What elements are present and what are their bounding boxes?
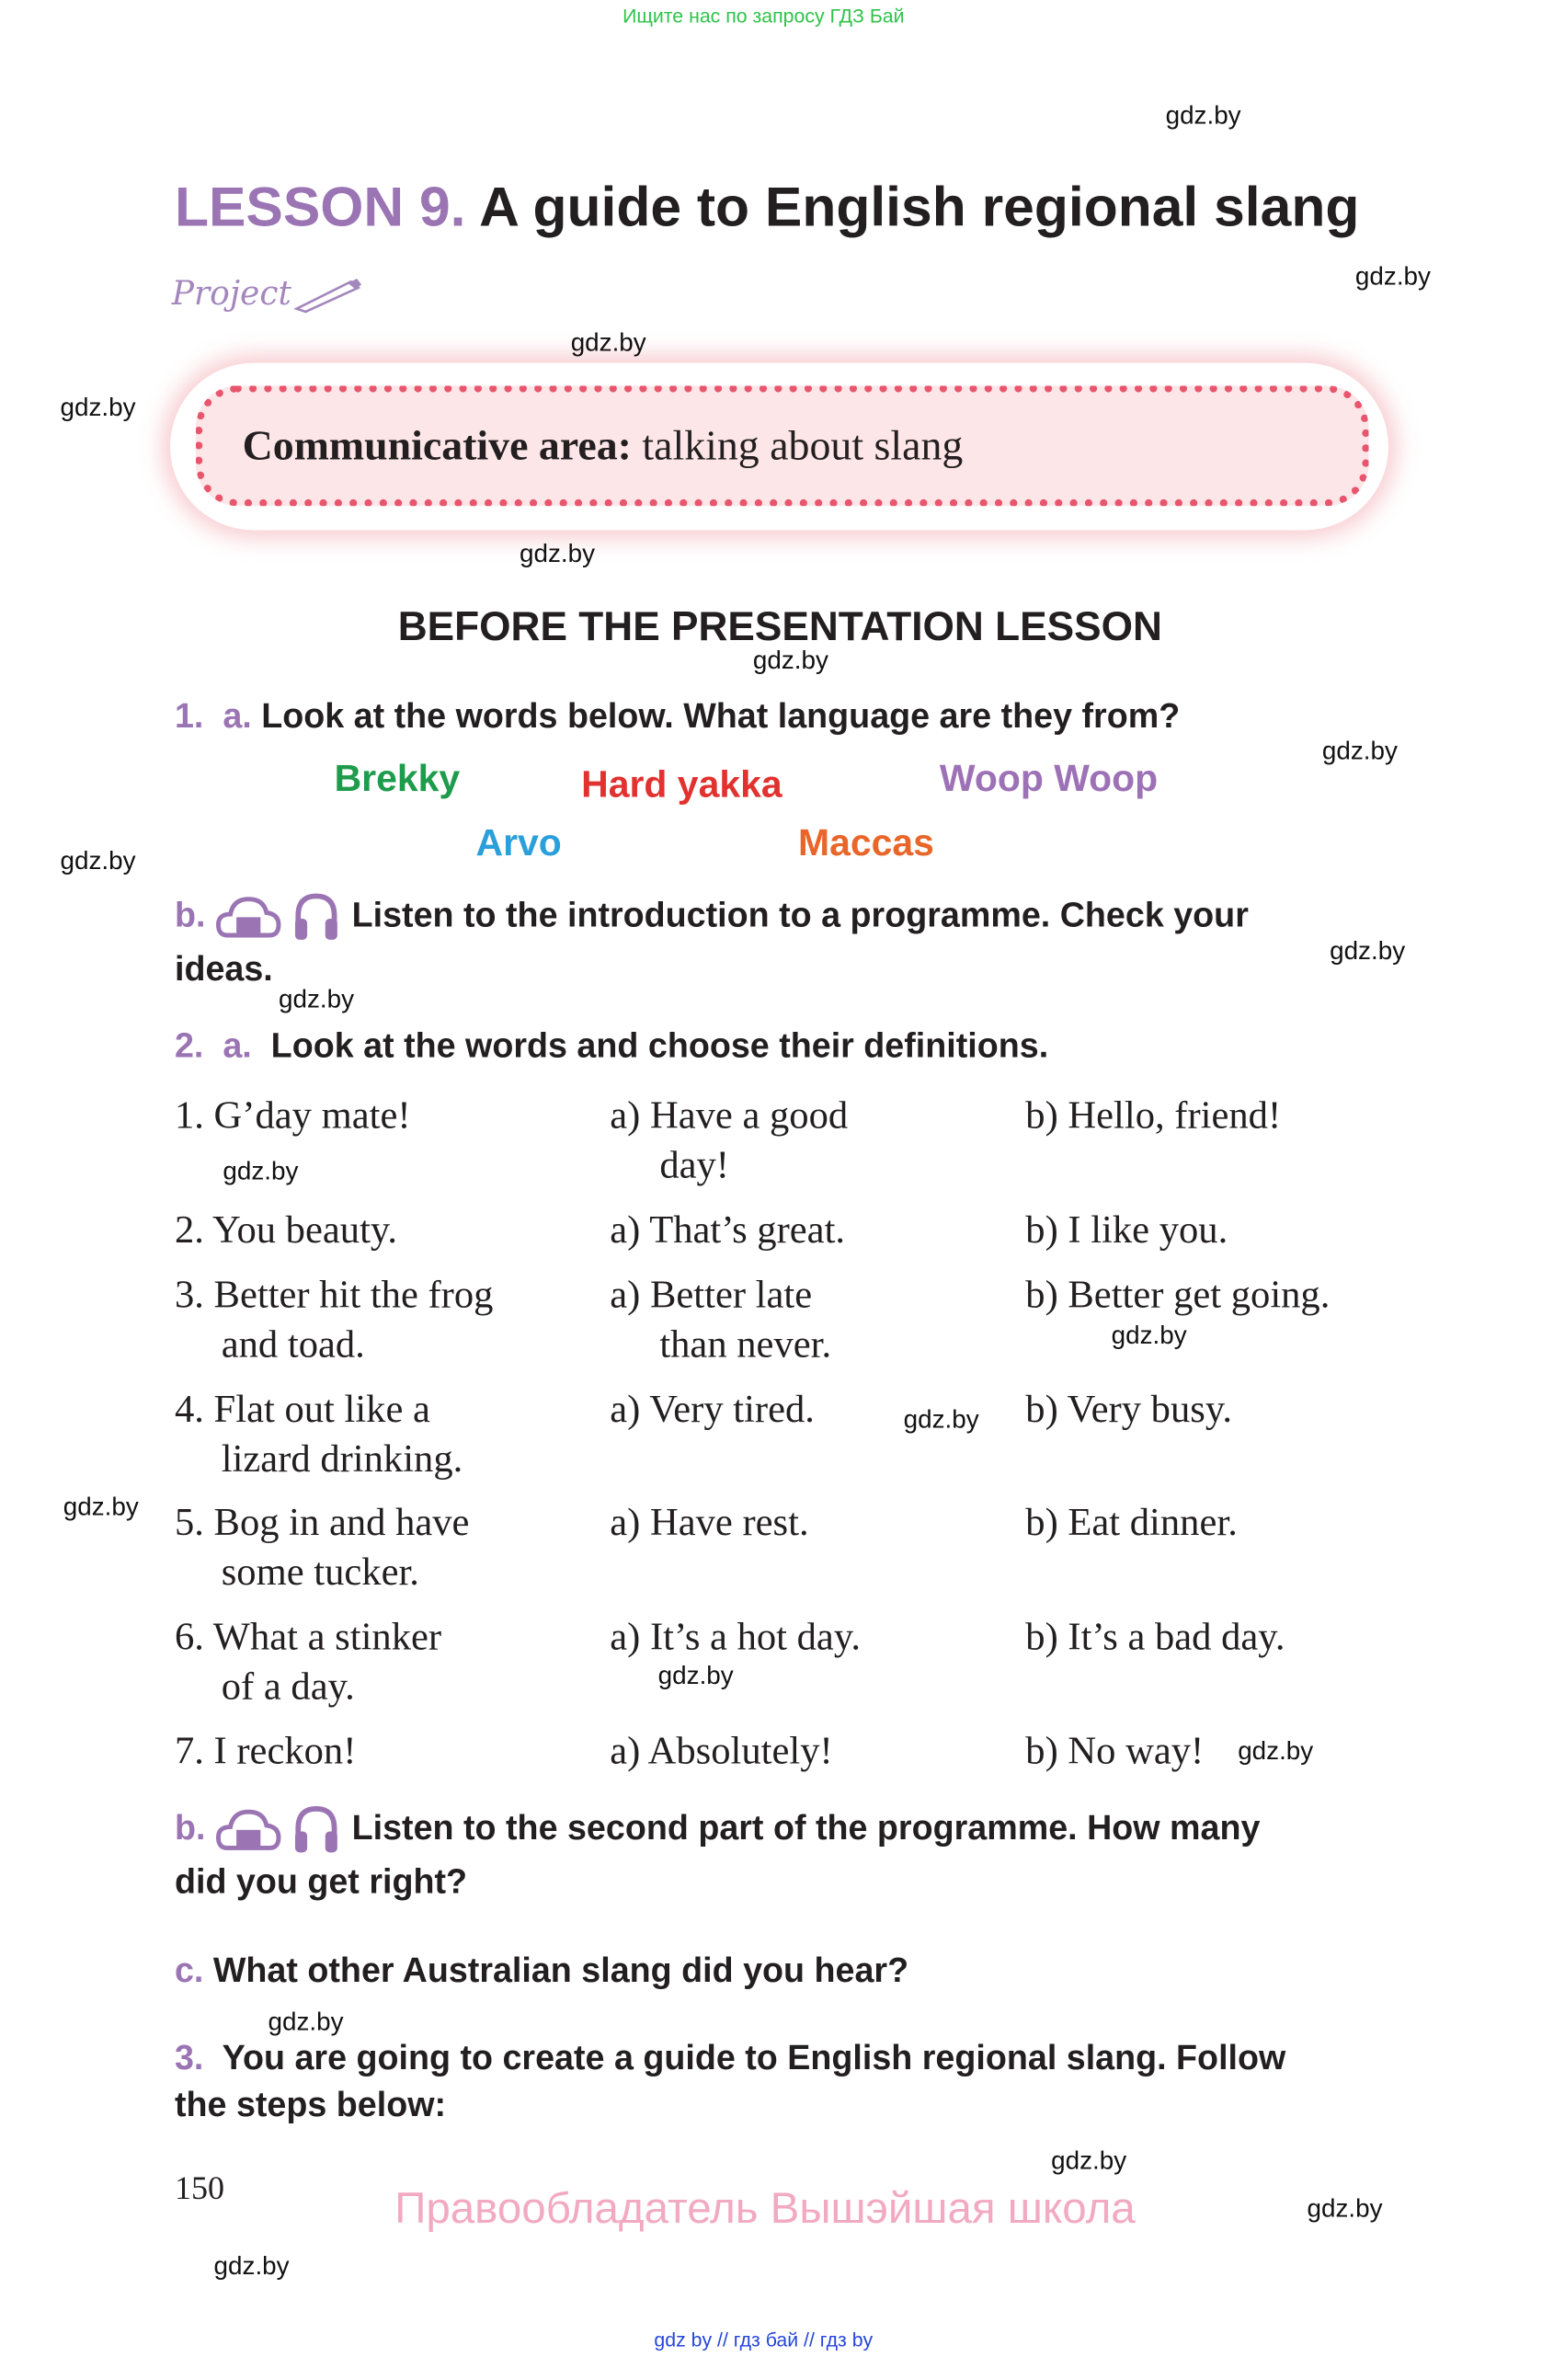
gdz-watermark: gdz.by <box>60 393 136 422</box>
gdz-watermark: gdz.by <box>1321 736 1398 765</box>
gdz-watermark: gdz.by <box>278 985 355 1014</box>
project-label-text: Project <box>171 275 292 314</box>
gdz-watermark: gdz.by <box>1354 261 1431 292</box>
copyright-holder: Правообладатель Вышэйшая школа <box>394 2185 1136 2234</box>
slang-phrase: 7. I reckon! <box>174 1729 357 1773</box>
definition-option-a: day! <box>659 1143 729 1187</box>
ex2c-instruction <box>175 1951 908 1991</box>
ex2c-label: c. <box>174 1950 204 1990</box>
headphones-icon <box>291 892 342 944</box>
definition-option-a: a) Absolutely! <box>610 1729 833 1773</box>
communicative-area-text <box>243 423 964 471</box>
ex1a-text: Look at the words below. What language are they from? <box>261 695 1181 736</box>
gdz-watermark: gdz.by <box>1307 2194 1383 2224</box>
ex3-text-line1: You are going to create a guide to English regional slang. Follow <box>222 2037 1286 2077</box>
definition-option-b: b) Eat dinner. <box>1025 1500 1238 1544</box>
ex1b-text-line2: ideas. <box>174 948 273 989</box>
lesson-number: LESSON 9. <box>174 176 466 238</box>
pen-icon <box>293 276 362 315</box>
slang-word: Arvo <box>475 822 562 865</box>
slang-word: Maccas <box>797 822 934 865</box>
gdz-watermark: gdz.by <box>570 328 646 358</box>
ex3-number: 3. <box>174 2037 204 2077</box>
definition-option-a: than never. <box>659 1322 832 1367</box>
communicative-area-value: talking about slang <box>642 423 964 470</box>
ex2a-instruction <box>175 1025 1048 1066</box>
dotted-frame <box>196 385 1369 506</box>
definition-option-b: b) Hello, friend! <box>1025 1093 1282 1138</box>
ex1-number: 1. <box>174 695 204 736</box>
gdz-watermark: gdz.by <box>1111 1321 1187 1350</box>
slang-word: Hard yakka <box>581 763 782 807</box>
slang-phrase: of a day. <box>221 1664 355 1709</box>
lesson-title <box>175 177 1359 240</box>
ex2-number: 2. <box>174 1025 204 1065</box>
slang-phrase: 5. Bog in and have <box>174 1500 470 1544</box>
ex2b-instruction <box>175 1804 1261 1856</box>
ex2b-text-line1: Listen to the second part of the programme. How many <box>351 1807 1261 1847</box>
slang-phrase: 1. G’day mate! <box>174 1093 411 1138</box>
slang-phrase: 3. Better hit the frog <box>174 1272 494 1317</box>
ex2c-text: What other Australian slang did you hear? <box>212 1950 909 1990</box>
ex1b-instruction <box>175 892 1249 944</box>
definition-option-a: a) It’s a hot day. <box>610 1614 862 1659</box>
cloud-folder-icon <box>215 893 281 941</box>
definition-option-a: a) Better late <box>610 1272 813 1317</box>
ex2a-text: Look at the words and choose their definitions. <box>270 1025 1049 1065</box>
gdz-watermark: gdz.by <box>903 1404 979 1435</box>
definition-option-a: a) Very tired. <box>610 1387 815 1431</box>
gdz-watermark: gdz.by <box>657 1661 734 1690</box>
ex3-instruction <box>175 2038 1285 2078</box>
gdz-watermark: gdz.by <box>520 539 596 568</box>
footer-links[interactable]: gdz by // гдз бай // гдз by <box>654 2328 874 2351</box>
project-label <box>172 276 362 315</box>
gdz-watermark: gdz.by <box>223 1156 299 1185</box>
slang-phrase: and toad. <box>221 1322 365 1367</box>
gdz-watermark: gdz.by <box>1330 936 1406 966</box>
definition-option-b: b) Better get going. <box>1025 1272 1331 1317</box>
headphones-icon <box>291 1804 342 1856</box>
slang-phrase: some tucker. <box>221 1550 419 1594</box>
gdz-watermark: gdz.by <box>752 646 828 675</box>
gdz-watermark: gdz.by <box>213 2251 290 2281</box>
definition-option-b: b) No way! <box>1025 1729 1205 1773</box>
definition-option-a: a) Have rest. <box>610 1500 809 1544</box>
slang-phrase: lizard drinking. <box>221 1436 463 1481</box>
communicative-area-box <box>170 363 1388 531</box>
slang-word: Woop Woop <box>939 757 1159 800</box>
top-note[interactable]: Ищите нас по запросу ГДЗ Бай <box>623 4 905 28</box>
ex2b-text-line2: did you get right? <box>174 1861 468 1901</box>
slang-phrase: 6. What a stinker <box>174 1614 442 1659</box>
gdz-watermark: gdz.by <box>63 1492 139 1522</box>
definition-option-b: b) Very busy. <box>1025 1387 1232 1431</box>
definition-option-a: a) Have a good <box>610 1093 849 1138</box>
gdz-watermark: gdz.by <box>1165 100 1241 130</box>
cloud-folder-icon <box>215 1806 281 1854</box>
slang-phrase: 2. You beauty. <box>174 1207 398 1252</box>
lesson-title-text: A guide to English regional slang <box>479 176 1360 238</box>
ex2b-label: b. <box>174 1807 206 1847</box>
gdz-watermark: gdz.by <box>1051 2145 1127 2175</box>
gdz-watermark: gdz.by <box>268 2008 344 2037</box>
ex2a-label: a. <box>223 1025 252 1065</box>
section-title: BEFORE THE PRESENTATION LESSON <box>397 603 1162 649</box>
definition-option-b: b) I like you. <box>1025 1207 1228 1252</box>
gdz-watermark: gdz.by <box>60 846 136 875</box>
ex3-text-line2: the steps below: <box>174 2084 447 2124</box>
ex1b-label: b. <box>174 894 206 934</box>
ex1a-instruction <box>175 696 1180 737</box>
definition-option-a: a) That’s great. <box>610 1207 846 1252</box>
definition-option-b: b) It’s a bad day. <box>1025 1614 1285 1659</box>
ex1b-text-line1: Listen to the introduction to a programme. Check your <box>351 894 1249 934</box>
slang-phrase: 4. Flat out like a <box>174 1387 430 1431</box>
ex1a-label: a. <box>223 695 252 736</box>
page-number: 150 <box>174 2168 225 2207</box>
slang-word: Brekky <box>334 757 461 800</box>
gdz-watermark: gdz.by <box>1238 1736 1314 1766</box>
communicative-area-label: Communicative area: <box>242 423 632 470</box>
